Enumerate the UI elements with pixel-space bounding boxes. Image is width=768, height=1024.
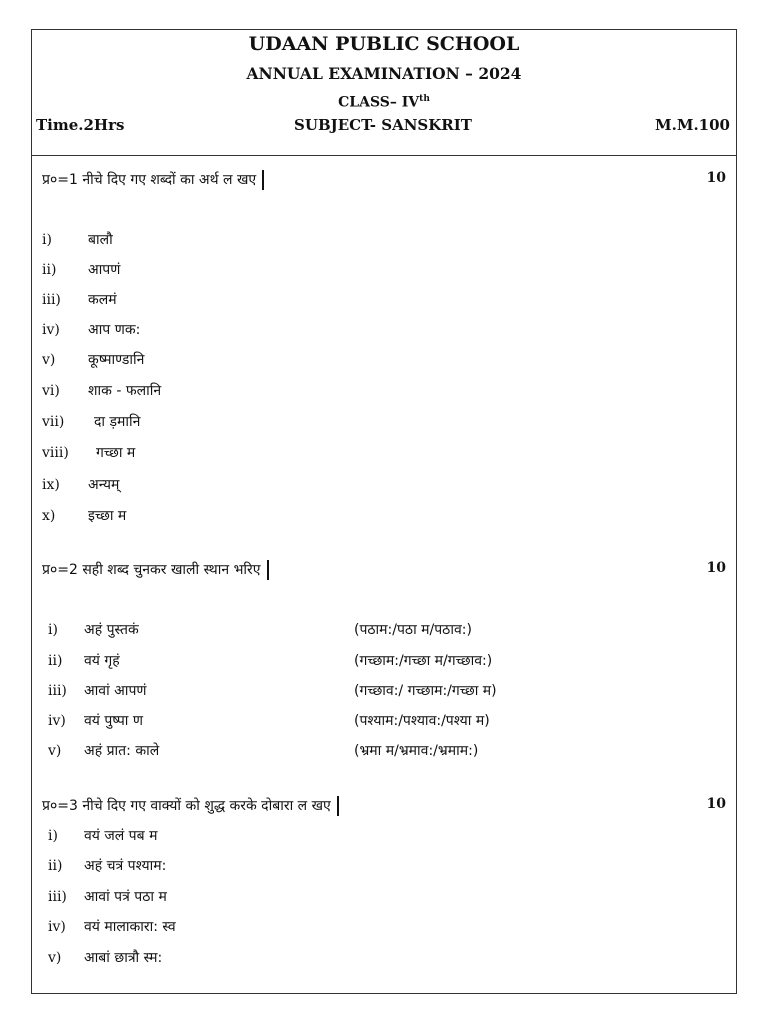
item-number: iv) bbox=[48, 713, 66, 729]
item-options: (गच्छाम:/गच्छा म/गच्छाव:) bbox=[354, 653, 493, 669]
class-text: CLASS– IV bbox=[338, 94, 420, 111]
item-number: iv) bbox=[48, 919, 66, 935]
exam-info-line bbox=[36, 116, 730, 138]
item-text: शाक - फलानि bbox=[88, 383, 162, 399]
question-1-marks: 10 bbox=[706, 170, 726, 186]
item-number: viii) bbox=[42, 445, 69, 461]
class-label bbox=[0, 94, 768, 111]
item-number: v) bbox=[42, 352, 56, 368]
item-text: आवां पत्रं पठा म bbox=[84, 889, 167, 905]
item-text: आबां छात्रौ स्म: bbox=[84, 950, 163, 966]
item-number: i) bbox=[42, 232, 52, 248]
question-3-marks: 10 bbox=[706, 796, 726, 812]
item-text: आपणं bbox=[88, 262, 121, 278]
item-number: iii) bbox=[48, 683, 67, 699]
item-text: वयं मालाकारा: स्व bbox=[84, 919, 176, 935]
question-2-marks: 10 bbox=[706, 560, 726, 576]
item-text: अहं पुस्तकं bbox=[84, 622, 139, 638]
item-number: iv) bbox=[42, 322, 60, 338]
question-1-text: प्र०=1 नीचे दिए गए शब्दों का अर्थ ल खए bbox=[42, 172, 257, 188]
item-text: कलमं bbox=[88, 292, 117, 308]
item-options: (भ्रमा म/भ्रमाव:/भ्रमाम:) bbox=[354, 743, 479, 759]
question-2-title bbox=[42, 560, 269, 580]
item-number: ii) bbox=[42, 262, 57, 278]
item-options: (पश्याम:/पश्याव:/पश्या म) bbox=[354, 713, 490, 729]
item-number: v) bbox=[48, 743, 62, 759]
item-text: दा ड़मानि bbox=[94, 414, 141, 430]
item-text: वयं गृहं bbox=[84, 653, 120, 669]
item-text: गच्छा म bbox=[96, 445, 136, 461]
item-text: बालौ bbox=[88, 232, 113, 248]
item-number: ix) bbox=[42, 477, 60, 493]
item-text: वयं पुष्पा ण bbox=[84, 713, 143, 729]
item-text: वयं जलं पब म bbox=[84, 828, 158, 844]
item-number: i) bbox=[48, 828, 58, 844]
item-text: अहं प्रात: काले bbox=[84, 743, 160, 759]
item-number: x) bbox=[42, 508, 56, 524]
item-number: i) bbox=[48, 622, 58, 638]
item-number: vii) bbox=[42, 414, 65, 430]
danda-mark bbox=[337, 796, 339, 816]
question-3-title bbox=[42, 796, 339, 816]
time-label: Time.2Hrs bbox=[36, 116, 125, 134]
question-3-text: प्र०=3 नीचे दिए गए वाक्यों को शुद्ध करके दोबारा ल खए bbox=[42, 798, 331, 814]
exam-title: ANNUAL EXAMINATION – 2024 bbox=[246, 64, 522, 83]
item-text: अहं चत्रं पश्याम: bbox=[84, 858, 167, 874]
item-number: v) bbox=[48, 950, 62, 966]
item-text: आवां आपणं bbox=[84, 683, 147, 699]
danda-mark bbox=[262, 170, 264, 190]
item-number: ii) bbox=[48, 653, 63, 669]
item-text: इच्छा म bbox=[88, 508, 127, 524]
item-number: vi) bbox=[42, 383, 60, 399]
class-sup: th bbox=[419, 94, 430, 104]
item-options: (गच्छाव:/ गच्छाम:/गच्छा म) bbox=[354, 683, 497, 699]
school-name: UDAAN PUBLIC SCHOOL bbox=[248, 33, 520, 55]
item-text: कूष्माण्डानि bbox=[88, 352, 145, 368]
item-number: iii) bbox=[42, 292, 61, 308]
header-divider bbox=[31, 155, 737, 156]
item-number: iii) bbox=[48, 889, 67, 905]
danda-mark bbox=[267, 560, 269, 580]
item-text: अन्यम् bbox=[88, 477, 120, 493]
item-number: ii) bbox=[48, 858, 63, 874]
max-marks-label: M.M.100 bbox=[655, 116, 730, 134]
question-1-title bbox=[42, 170, 264, 190]
item-options: (पठाम:/पठा म/पठाव:) bbox=[354, 622, 472, 638]
item-text: आप णक: bbox=[88, 322, 141, 338]
question-2-text: प्र०=2 सही शब्द चुनकर खाली स्थान भरिए bbox=[42, 562, 261, 578]
subject-label: SUBJECT- SANSKRIT bbox=[294, 116, 472, 134]
